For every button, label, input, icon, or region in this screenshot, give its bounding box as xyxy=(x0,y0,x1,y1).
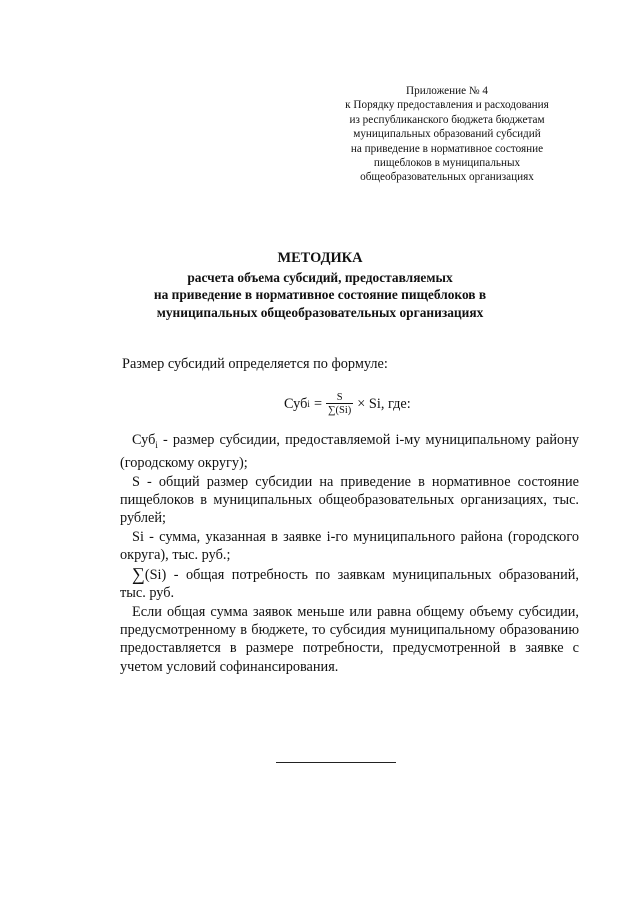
definition-sum xyxy=(120,565,579,603)
formula-equals: = xyxy=(313,395,323,412)
formula-numerator: S xyxy=(336,392,343,403)
definition-sub xyxy=(120,431,579,473)
document-title xyxy=(60,250,580,321)
definitions xyxy=(120,431,579,676)
def-text: - размер субсидии, предоставляемой i-му муниципальному району (городскому округу); xyxy=(120,432,579,472)
title-line: на приведение в нормативное состояние пищеблоков в xyxy=(153,287,487,303)
formula xyxy=(284,386,411,422)
appendix-line: на приведение в нормативное состояние xyxy=(350,142,544,155)
definition-si: Si - сумма, указанная в заявке i-го муниципального района (городского округа), тыс. руб.; xyxy=(120,528,579,564)
formula-times: × Si, где: xyxy=(357,395,411,412)
appendix-line: пищеблоков в муниципальных xyxy=(373,157,521,170)
title-main: МЕТОДИКА xyxy=(277,250,363,266)
condition-paragraph: Если общая сумма заявок меньше или равна общему объему субсидии, предусмотренному в бюджете, то субсидия муниципальному образованию предоставляется в размере потребности, предусмотренной в заявке с учетом условий софинансирования. xyxy=(120,603,579,675)
appendix-line: общеобразовательных организациях xyxy=(360,171,534,184)
title-line: муниципальных общеобразовательных организациях xyxy=(156,304,484,320)
intro-text: Размер субсидий определяется по формуле: xyxy=(122,356,388,372)
def-term: Суб xyxy=(132,432,156,448)
closing-divider xyxy=(276,762,396,763)
appendix-line: к Порядку предоставления и расходования xyxy=(345,99,549,112)
appendix-line: муниципальных образований субсидий xyxy=(353,128,541,141)
def-text: (Si) - общая потребность по заявкам муниципальных образований, тыс. руб. xyxy=(120,566,580,602)
formula-fraction xyxy=(326,392,353,416)
definition-s: S - общий размер субсидии на приведение в нормативное состояние пищеблоков в муниципальных общеобразовательных организациях, тыс. рублей; xyxy=(120,473,579,527)
def-term-sub: i xyxy=(155,439,158,450)
appendix-line: из республиканского бюджета бюджетам xyxy=(349,113,545,126)
formula-denominator: ∑(Si) xyxy=(328,405,352,416)
formula-lhs-sub: i xyxy=(307,399,310,409)
appendix-header xyxy=(320,84,574,185)
title-line: расчета объема субсидий, предоставляемых xyxy=(187,269,453,285)
formula-lhs: Суб xyxy=(284,395,308,412)
sigma-icon: ∑ xyxy=(132,563,145,584)
appendix-line: Приложение № 4 xyxy=(406,85,488,97)
